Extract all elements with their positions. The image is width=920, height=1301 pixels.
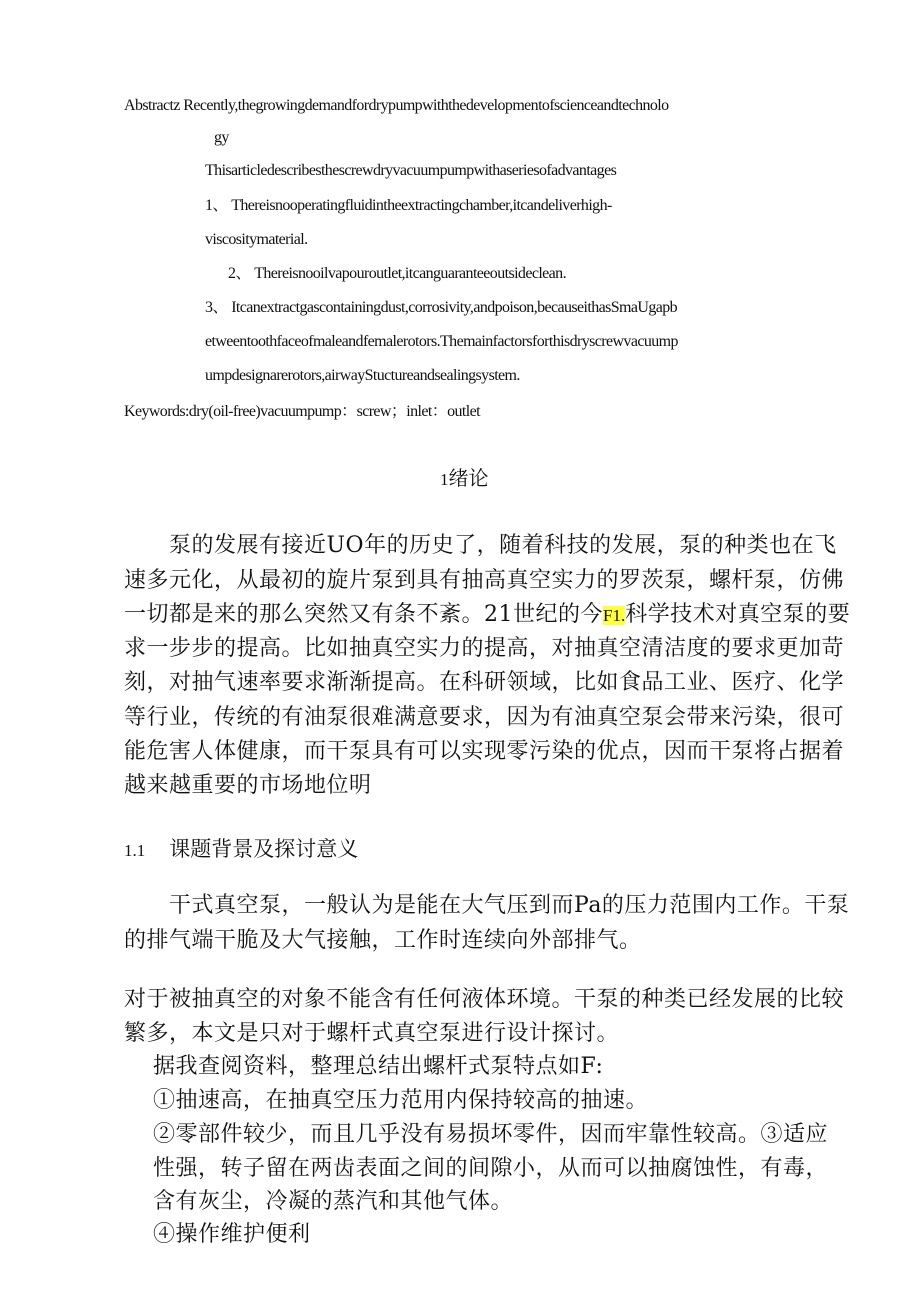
paragraph-line: 速多元化，从最初的旋片泵到具有抽高真空实力的罗茨泵，螺杆泵，仿佛 [124,568,845,593]
paragraph-line: 的排气端干脆及大气接触，工作时连续向外部排气。 [124,928,642,953]
abstract-line: gy [214,129,229,146]
paragraph-line: 繁多，本文是只对于螺杆式真空泵进行设计探讨。 [124,1021,620,1046]
feature-item: 性强，转子留在两齿表面之间的间隙小，从而可以抽腐蚀性，有毒， [153,1156,829,1181]
abstract-item-3: 3、 Itcanextractgascontainingdust,corrosivity,andpoison,becauseithasSmaUgapb [205,299,678,316]
abstract-item-3-cont: umpdesignarerotors,airwayStuctureandsealingsystem. [205,367,520,384]
section-number: 1.1 [124,841,146,860]
paragraph-line: 越来越重要的市场地位明 [124,773,372,798]
paragraph-line: 据我查阅资料，整理总结出螺杆式泵特点如F: [153,1054,604,1079]
paragraph-line: 对于被抽真空的对象不能含有任何液体环境。干泵的种类已经发展的比较 [124,987,845,1012]
chapter-heading [440,466,489,492]
paragraph-line: 刻，对抽气速率要求渐渐提高。在科研领域，比如食品工业、医疗、化学 [124,670,845,695]
paragraph-line: 泵的发展有接近UO年的历史了，随着科技的发展，泵的种类也在飞 [169,533,837,558]
feature-item: 含有灰尘，冷凝的蒸汽和其他气体。 [153,1189,514,1214]
paragraph-line: 一切都是来的那么突然又有条不紊。21世纪的今F1.科学技术对真空泵的要 [124,602,851,627]
abstract-item-1: 1、 Thereisnooperatingfluidintheextractingchamber,itcandeliverhigh- [205,197,612,214]
keywords: Keywords:dry(oil-free)vacuumpump：screw；inlet：outlet [124,403,480,420]
feature-item: ①抽速高，在抽真空压力范用内保持较高的抽速。 [153,1088,649,1113]
chapter-number: 1 [440,470,449,489]
feature-item: ④操作维护便利 [153,1222,311,1247]
paragraph-line: 求一步步的提高。比如抽真空实力的提高，对抽真空清洁度的要求更加苛 [124,636,845,661]
paragraph-line: 能危害人体健康，而干泵具有可以实现零污染的优点，因而干泵将占据着 [124,739,845,764]
section-heading [124,836,358,864]
abstract-item-2: 2、 Thereisnooilvapouroutlet,itcanguaranteeoutsideclean. [228,265,566,282]
paragraph-line: 干式真空泵，一般认为是能在大气压到而Pa的压力范围内工作。干泵 [169,893,850,918]
chapter-title: 绪论 [448,466,489,490]
paragraph-line: 等行业，传统的有油泵很难满意要求，因为有油真空泵会带来污染，很可 [124,705,845,730]
abstract-item-3-cont: etweentoothfaceofmaleandfemalerotors.Themainfactorsforthisdryscrewvacuump [205,333,678,350]
abstract-line: Abstractz Recently,thegrowingdemandfordrypumpwiththedevelopmentofscienceandtechnolo [124,97,669,114]
feature-item: ②零部件较少，而且几乎没有易损坏零件，因而牢靠性较高。③适应 [153,1122,829,1147]
abstract-item-1-cont: viscositymaterial. [205,231,308,248]
highlighted-text: F1. [603,606,626,625]
abstract-line: Thisarticledescribesthescrewdryvacuumpumpwithaseriesofadvantages [205,162,617,179]
section-title: 课题背景及探讨意义 [169,837,359,861]
